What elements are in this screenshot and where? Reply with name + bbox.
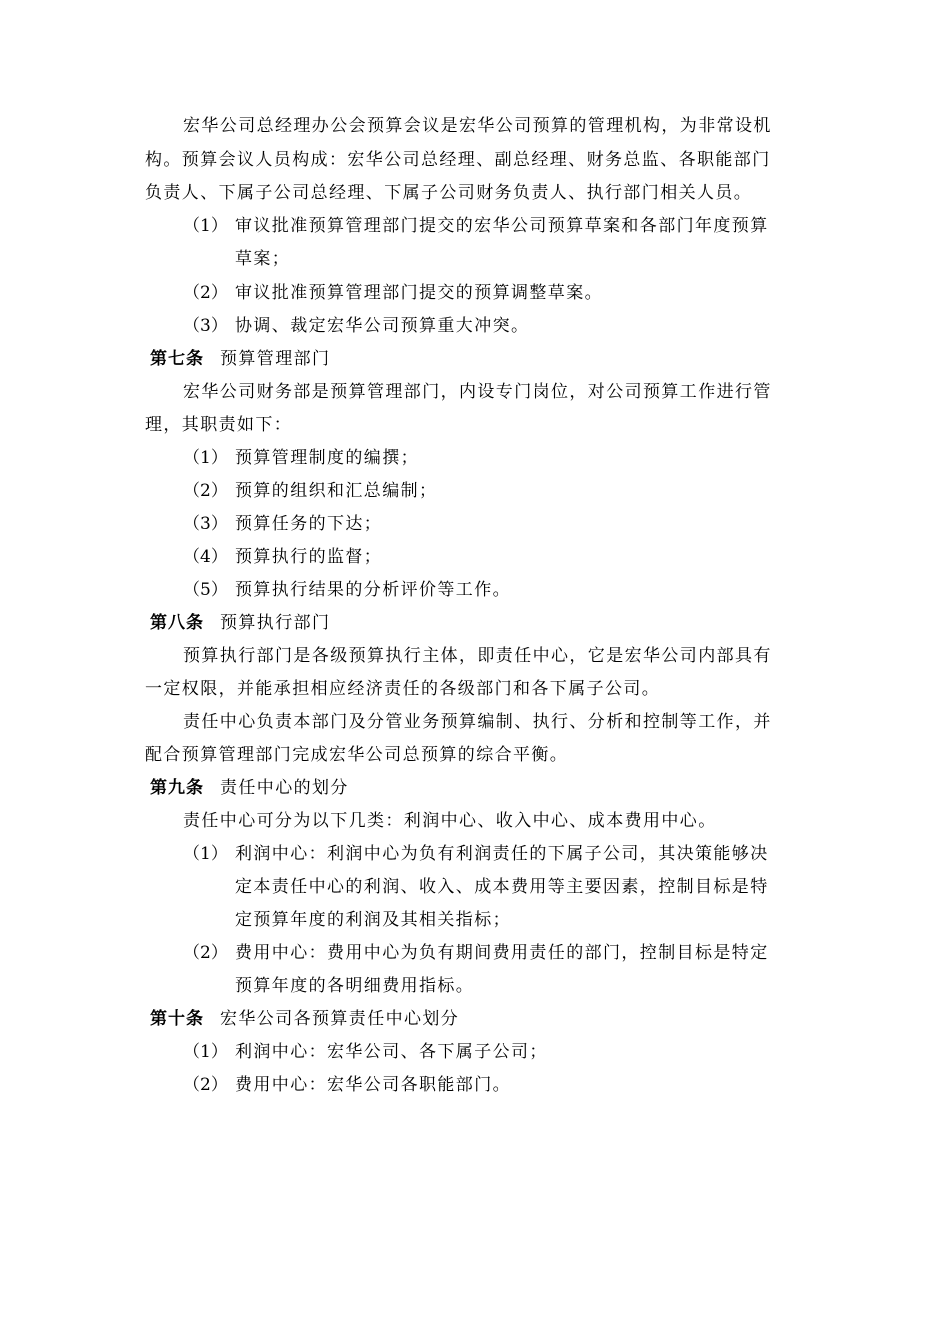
item-text: 预算管理制度的编撰； xyxy=(235,448,419,468)
article-9-item-2 xyxy=(183,941,769,965)
item-text: 协调、裁定宏华公司预算重大冲突。 xyxy=(235,316,530,336)
article-7-para-line-2: 理，其职责如下： xyxy=(145,415,293,435)
article-10-item-2 xyxy=(183,1073,511,1097)
article-8-para-1-line-2: 一定权限，并能承担相应经济责任的各级部门和各下属子公司。 xyxy=(145,679,661,699)
item-number: （3） xyxy=(183,316,228,336)
item-number: （1） xyxy=(183,448,228,468)
intro-item-3 xyxy=(183,314,529,338)
item-number: （3） xyxy=(183,514,228,534)
article-9-item-2-line-2: 预算年度的各明细费用指标。 xyxy=(235,976,475,996)
article-7-item-4 xyxy=(183,545,382,569)
article-10-heading xyxy=(150,1007,459,1031)
item-text: 利润中心：利润中心为负有利润责任的下属子公司，其决策能够决 xyxy=(235,844,769,864)
intro-item-2 xyxy=(183,281,603,305)
item-text: 费用中心：费用中心为负有期间费用责任的部门，控制目标是特定 xyxy=(235,943,769,963)
article-label: 第九条 xyxy=(150,778,204,798)
article-8-heading xyxy=(150,611,330,635)
article-9-item-1-line-3: 定预算年度的利润及其相关指标； xyxy=(235,910,511,930)
intro-line-3: 负责人、下属子公司总经理、下属子公司财务负责人、执行部门相关人员。 xyxy=(145,183,753,203)
article-title: 预算执行部门 xyxy=(220,613,331,633)
item-text: 审议批准预算管理部门提交的宏华公司预算草案和各部门年度预算 xyxy=(235,216,769,236)
item-number: （1） xyxy=(183,1042,228,1062)
item-text: 利润中心：宏华公司、各下属子公司； xyxy=(235,1042,548,1062)
item-number: （1） xyxy=(183,844,228,864)
intro-line-2: 构。预算会议人员构成：宏华公司总经理、副总经理、财务总监、各职能部门 xyxy=(145,150,771,170)
intro-item-1-continuation: 草案； xyxy=(235,249,291,269)
article-7-item-2 xyxy=(183,479,437,503)
article-8-para-2-line-1: 责任中心负责本部门及分管业务预算编制、执行、分析和控制等工作，并 xyxy=(183,712,772,732)
article-8-para-1-line-1: 预算执行部门是各级预算执行主体，即责任中心，它是宏华公司内部具有 xyxy=(183,646,772,666)
item-text: 预算的组织和汇总编制； xyxy=(235,481,438,501)
article-label: 第七条 xyxy=(150,349,204,369)
article-7-para-line-1: 宏华公司财务部是预算管理部门，内设专门岗位，对公司预算工作进行管 xyxy=(183,382,772,402)
article-9-item-1-line-2: 定本责任中心的利润、收入、成本费用等主要因素，控制目标是特 xyxy=(235,877,769,897)
article-9-item-1 xyxy=(183,842,769,866)
article-8-para-2-line-2: 配合预算管理部门完成宏华公司总预算的综合平衡。 xyxy=(145,745,569,765)
intro-item-1 xyxy=(183,214,769,238)
item-number: （2） xyxy=(183,943,228,963)
intro-line-1: 宏华公司总经理办公会预算会议是宏华公司预算的管理机构，为非常设机 xyxy=(183,116,772,136)
article-10-item-1 xyxy=(183,1040,548,1064)
article-9-heading xyxy=(150,776,349,800)
article-9-para: 责任中心可分为以下几类：利润中心、收入中心、成本费用中心。 xyxy=(183,811,717,831)
item-number: （2） xyxy=(183,1075,228,1095)
item-number: （1） xyxy=(183,216,228,236)
article-7-item-3 xyxy=(183,512,382,536)
article-7-heading xyxy=(150,347,330,371)
article-7-item-1 xyxy=(183,446,419,470)
article-7-item-5 xyxy=(183,578,511,602)
item-number: （4） xyxy=(183,547,228,567)
item-text: 预算执行结果的分析评价等工作。 xyxy=(235,580,511,600)
article-title: 预算管理部门 xyxy=(220,349,331,369)
item-number: （2） xyxy=(183,481,228,501)
article-label: 第十条 xyxy=(150,1009,204,1029)
item-number: （2） xyxy=(183,283,228,303)
item-text: 预算任务的下达； xyxy=(235,514,383,534)
item-text: 审议批准预算管理部门提交的预算调整草案。 xyxy=(235,283,603,303)
item-text: 费用中心：宏华公司各职能部门。 xyxy=(235,1075,511,1095)
item-text: 预算执行的监督； xyxy=(235,547,383,567)
item-number: （5） xyxy=(183,580,228,600)
article-label: 第八条 xyxy=(150,613,204,633)
article-title: 宏华公司各预算责任中心划分 xyxy=(220,1009,460,1029)
article-title: 责任中心的划分 xyxy=(220,778,349,798)
